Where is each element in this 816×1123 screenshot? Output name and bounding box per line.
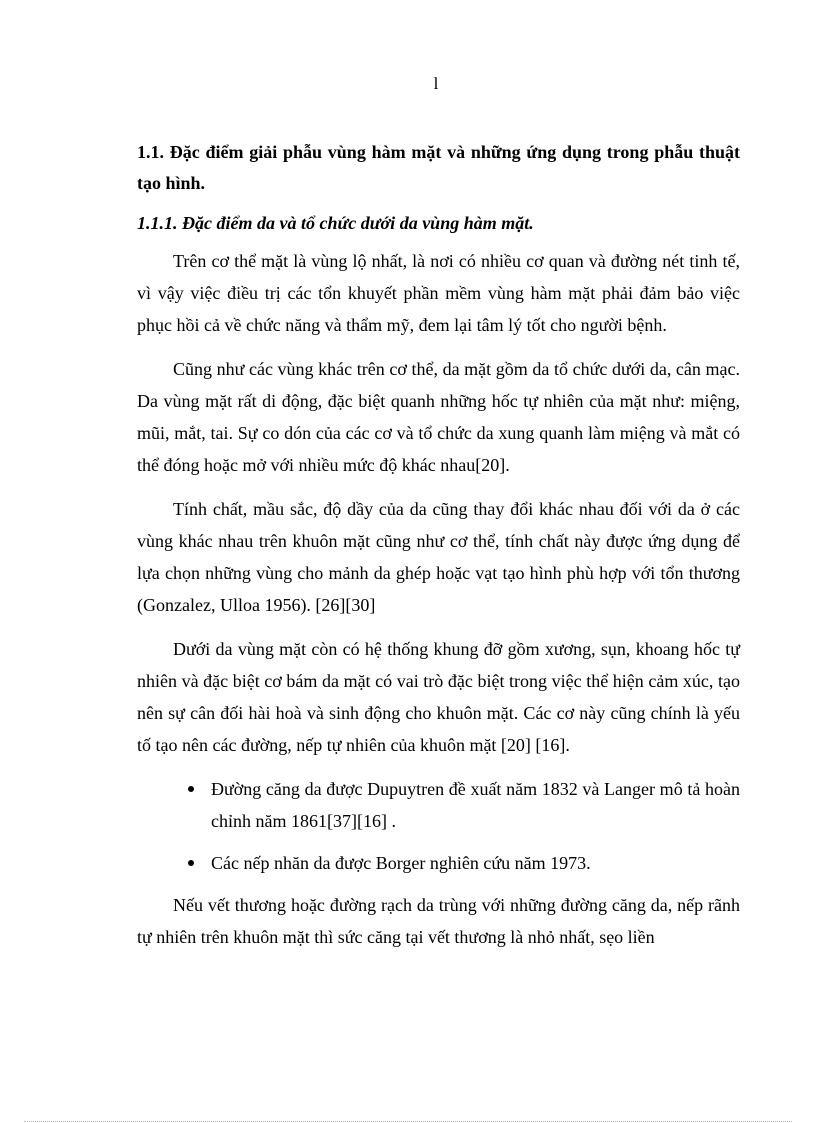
- page-number: l: [433, 74, 439, 93]
- list-item-text: Đường căng da được Dupuytren đề xuất năm 1832 và Langer mô tả hoàn chỉnh năm 1861[37][16] .: [211, 779, 740, 831]
- subsection-heading: 1.1.1. Đặc điểm da và tổ chức dưới da vùng hàm mặt.: [137, 213, 534, 233]
- bullet-list: [137, 773, 740, 879]
- paragraph-5: Nếu vết thương hoặc đường rạch da trùng với những đường căng da, nếp rãnh tự nhiên trên khuôn mặt thì sức căng tại vết thương là nhỏ nhất, sẹo liền: [137, 895, 740, 947]
- list-item: [211, 847, 740, 879]
- paragraph-1: Trên cơ thể mặt là vùng lộ nhất, là nơi có nhiều cơ quan và đường nét tinh tế, vì vậy việc điều trị các tổn khuyết phần mềm vùng hàm mặt phải đảm bảo việc phục hồi cả về chức năng và thẩm mỹ, đem lại tâm lý tốt cho người bệnh.: [137, 251, 740, 335]
- section-heading: 1.1. Đặc điểm giải phẫu vùng hàm mặt và những ứng dụng trong phẫu thuật tạo hình.: [137, 142, 740, 193]
- page-bottom-divider: [24, 1121, 792, 1122]
- paragraph-3: Tính chất, mầu sắc, độ dầy của da cũng thay đổi khác nhau đối với da ở các vùng khác nhau trên khuôn mặt cũng như cơ thể, tính chất này được ứng dụng để lựa chọn những vùng cho mảnh da ghép hoặc vạt tạo hình phù hợp với tổn thương (Gonzalez, Ulloa 1956). [26][30]: [137, 499, 740, 615]
- paragraph-2: Cũng như các vùng khác trên cơ thể, da mặt gồm da tổ chức dưới da, cân mạc. Da vùng mặt rất di động, đặc biệt quanh những hốc tự nhiên của mặt như: miệng, mũi, mắt, tai. Sự co dón của các cơ và tổ chức da xung quanh làm miệng và mắt có thể đóng hoặc mở với nhiều mức độ khác nhau[20].: [137, 359, 740, 475]
- bullet-icon: [188, 786, 194, 792]
- list-item: [211, 773, 740, 837]
- paragraph-4: Dưới da vùng mặt còn có hệ thống khung đỡ gồm xương, sụn, khoang hốc tự nhiên và đặc biệt cơ bám da mặt có vai trò đặc biệt trong việc thể hiện cảm xúc, tạo nên sự cân đối hài hoà và sinh động cho khuôn mặt. Các cơ này cũng chính là yếu tố tạo nên các đường, nếp tự nhiên của khuôn mặt [20] [16].: [137, 639, 740, 755]
- list-item-text: Các nếp nhăn da được Borger nghiên cứu năm 1973.: [211, 853, 591, 873]
- bullet-icon: [188, 860, 194, 866]
- document-body: [137, 137, 740, 965]
